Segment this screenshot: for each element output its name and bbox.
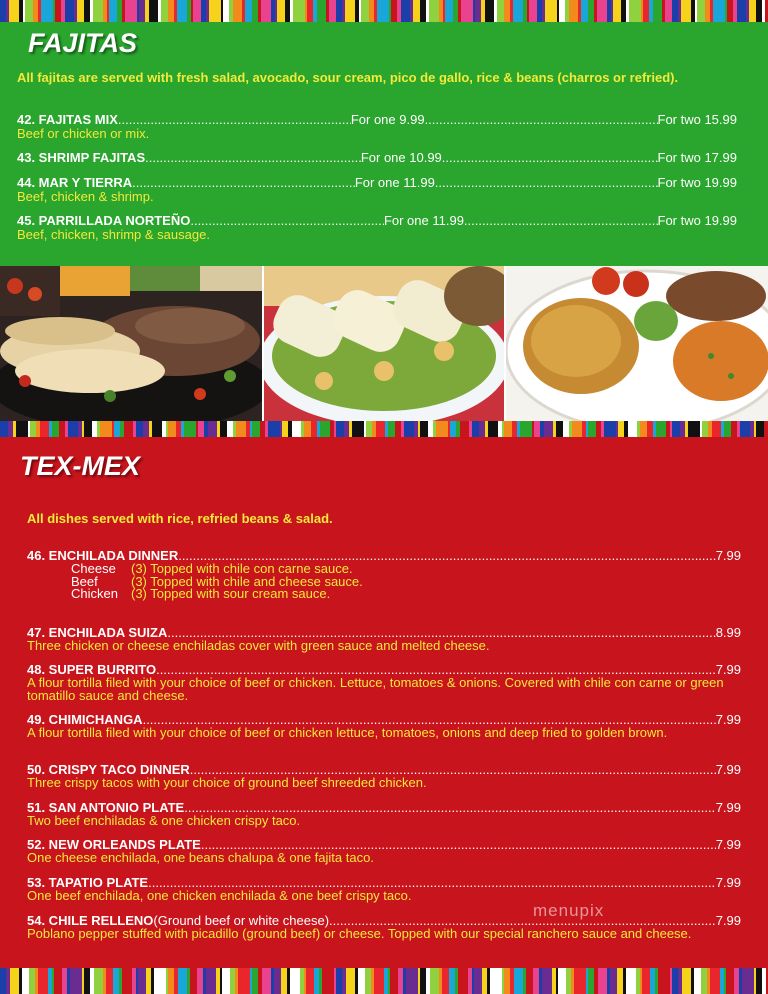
texmex-title: TEX-MEX: [20, 451, 141, 481]
menu-item-48: [27, 663, 741, 702]
item-price: 7.99: [715, 548, 741, 563]
dot-leader: [190, 213, 384, 228]
enchiladas-photo: [264, 266, 504, 421]
menu-item-46: [27, 549, 741, 601]
fajitas-intro: All fajitas are served with fresh salad, avocado, sour cream, pico de gallo, rice & beans (charros or refried).: [17, 70, 679, 85]
item-price: 7.99: [715, 913, 741, 928]
item-price: 7.99: [715, 837, 741, 852]
item-name: 46. ENCHILADA DINNER: [27, 548, 179, 563]
menu-item-51: [27, 801, 741, 828]
fajita-platter-photo: [0, 266, 262, 421]
item-desc: Two beef enchiladas & one chicken crispy taco.: [27, 813, 301, 828]
item-price: 7.99: [715, 762, 741, 777]
option-row: Cheese (3) Topped with chile con carne sauce.: [71, 561, 353, 576]
enchilada-options: [71, 563, 741, 601]
menu-item-43: [17, 150, 737, 165]
price-one: For one 11.99: [354, 175, 435, 190]
item-desc: A flour tortilla filed with your choice of beef or chicken lettuce, tomatoes, onions and deep fried to golden brown.: [27, 725, 668, 740]
item-name: 51. SAN ANTONIO PLATE: [27, 800, 185, 815]
menu-item-52: [27, 838, 741, 865]
item-name: 45. PARRILLADA NORTEÑO: [17, 213, 191, 228]
dot-leader: [132, 175, 355, 190]
item-price: 8.99: [715, 625, 741, 640]
item-subname: (Ground beef or white cheese): [153, 913, 330, 928]
menu-item-54: [27, 914, 741, 941]
item-desc: One beef enchilada, one chicken enchilada & one beef crispy taco.: [27, 888, 412, 903]
item-desc: Beef or chicken or mix.: [17, 126, 150, 141]
option-row: Beef (3) Topped with chile and cheese sauce.: [71, 573, 363, 589]
item-name: 50. CRISPY TACO DINNER: [27, 762, 190, 777]
menu-item-44: [17, 175, 737, 203]
menupix-watermark: menupix: [533, 901, 605, 920]
item-name: 42. FAJITAS MIX: [17, 112, 118, 127]
item-price: 7.99: [715, 875, 741, 890]
fajitas-title: FAJITAS: [28, 28, 138, 58]
item-name: 44. MAR Y TIERRA: [17, 175, 133, 190]
item-name: 49. CHIMICHANGA: [27, 712, 143, 727]
menu-item-49: [27, 713, 741, 740]
serape-stripe-bottom: [0, 968, 768, 994]
price-two: For two 19.99: [657, 213, 738, 228]
item-name: 54. CHILE RELLENO: [27, 913, 154, 928]
serape-stripe-top: [0, 0, 768, 22]
item-name: 47. ENCHILADA SUIZA: [27, 625, 168, 640]
dot-leader: [435, 175, 658, 190]
menu-item-47: [27, 626, 741, 653]
menu-item-50: [27, 763, 741, 790]
item-desc: Three chicken or cheese enchiladas cover with green sauce and melted cheese.: [27, 638, 490, 653]
food-photos: [0, 266, 768, 421]
item-desc: Poblano pepper stuffed with picadillo (ground beef) or cheese. Topped with our special ranchero sauce and cheese.: [27, 926, 692, 941]
menu-item-45: [17, 213, 737, 241]
item-price: 7.99: [715, 662, 741, 677]
price-one: For one 10.99: [360, 150, 442, 165]
price-two: For two 15.99: [657, 112, 737, 127]
dot-leader: [442, 150, 658, 165]
menu-item-42: [17, 112, 737, 140]
item-name: 48. SUPER BURRITO: [27, 662, 157, 677]
item-desc: A flour tortilla filed with your choice of beef or chicken. Lettuce, tomatoes & onions. Covered with chile con carne or green tomatillo sauce and cheese.: [27, 675, 724, 703]
item-name: 53. TAPATIO PLATE: [27, 875, 149, 890]
dot-leader: [118, 112, 351, 127]
item-desc: One cheese enchilada, one beans chalupa & one fajita taco.: [27, 850, 374, 865]
dot-leader: [145, 150, 361, 165]
dot-leader: [464, 213, 658, 228]
item-name: 43. SHRIMP FAJITAS: [17, 150, 146, 165]
price-one: For one 9.99: [350, 112, 425, 127]
item-desc: Beef, chicken & shrimp.: [17, 189, 154, 204]
price-two: For two 19.99: [657, 175, 737, 190]
dot-leader: [425, 112, 658, 127]
option-row: Chicken (3) Topped with sour cream sauce.: [71, 586, 331, 601]
chile-relleno-photo: [506, 266, 768, 421]
item-price: 7.99: [715, 712, 741, 727]
item-price: 7.99: [715, 800, 741, 815]
price-one: For one 11.99: [383, 213, 464, 228]
fajitas-section: [0, 22, 768, 266]
texmex-intro: All dishes served with rice, refried beans & salad.: [27, 511, 333, 526]
item-desc: Beef, chicken, shrimp & sausage.: [17, 227, 210, 242]
item-desc: Three crispy tacos with your choice of ground beef shreeded chicken.: [27, 775, 427, 790]
serape-stripe-middle: [0, 421, 768, 437]
item-name: 52. NEW ORLEANDS PLATE: [27, 837, 201, 852]
texmex-section: [0, 437, 768, 968]
price-two: For two 17.99: [657, 150, 737, 165]
menu-item-53: [27, 876, 741, 903]
